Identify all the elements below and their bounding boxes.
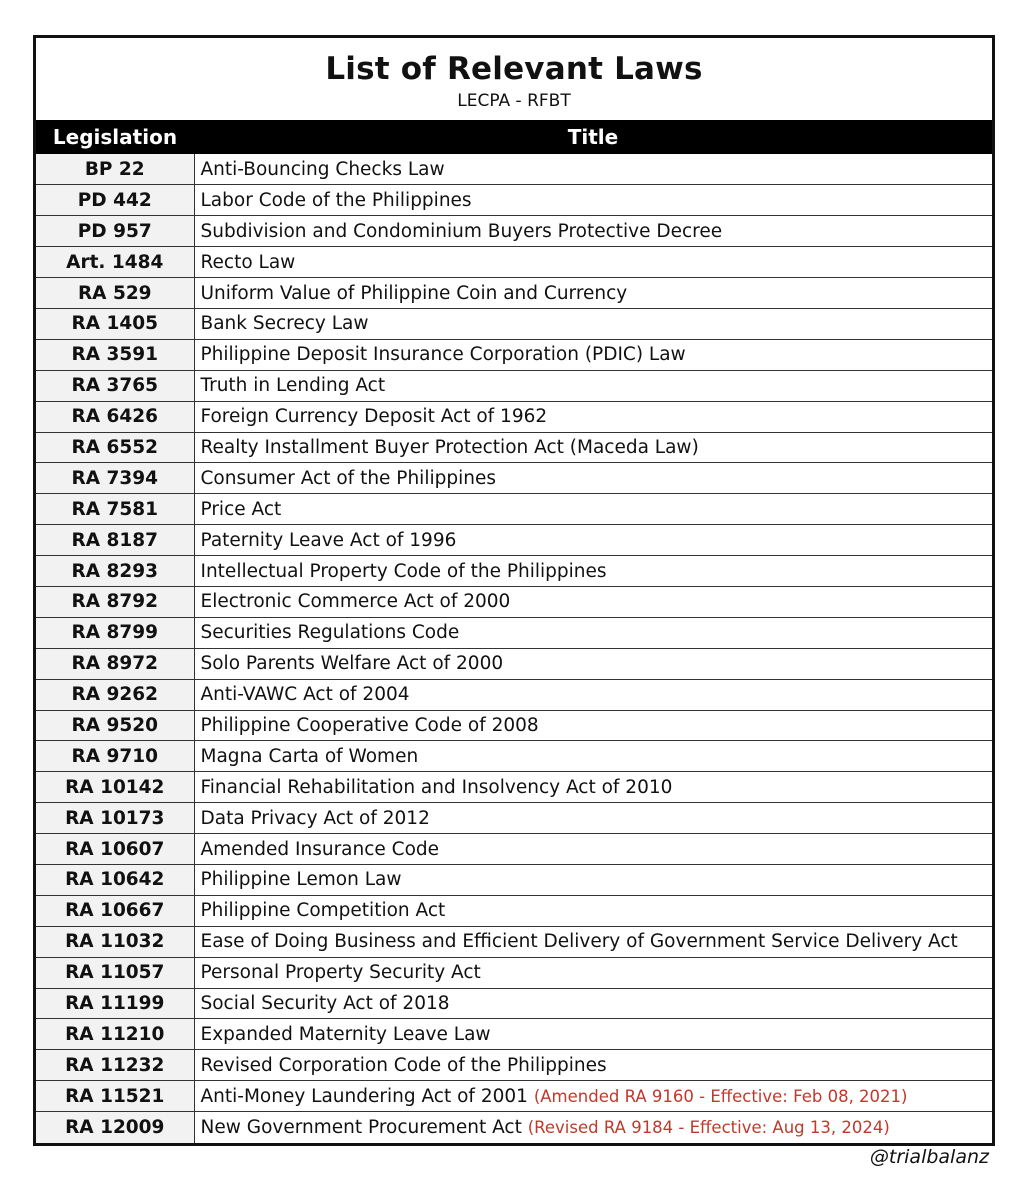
legislation-cell: RA 8187 xyxy=(36,525,194,556)
law-title: Philippine Deposit Insurance Corporation (PDIC) Law xyxy=(200,344,686,366)
law-title: Anti-Bouncing Checks Law xyxy=(200,158,445,180)
legislation-cell: RA 6552 xyxy=(36,432,194,463)
sheet-header xyxy=(36,38,992,120)
law-title: Intellectual Property Code of the Philippines xyxy=(200,560,607,582)
title-cell xyxy=(194,494,992,525)
legislation-cell: RA 9520 xyxy=(36,710,194,741)
legislation-cell: RA 10667 xyxy=(36,895,194,926)
law-title: Subdivision and Condominium Buyers Protective Decree xyxy=(200,220,723,242)
title-cell xyxy=(194,463,992,494)
table-row xyxy=(36,463,992,494)
legislation-cell: RA 10607 xyxy=(36,834,194,865)
title-cell xyxy=(194,648,992,679)
table-body xyxy=(36,154,992,1143)
law-title: Foreign Currency Deposit Act of 1962 xyxy=(200,406,548,428)
table-row xyxy=(36,1112,992,1143)
table-row xyxy=(36,586,992,617)
law-title: Ease of Doing Business and Efficient Delivery of Government Service Delivery Act xyxy=(200,931,958,953)
table-row xyxy=(36,895,992,926)
table-row xyxy=(36,679,992,710)
law-title: Labor Code of the Philippines xyxy=(200,189,472,211)
table-row xyxy=(36,988,992,1019)
table-row xyxy=(36,648,992,679)
laws-sheet xyxy=(33,35,995,1146)
title-cell xyxy=(194,803,992,834)
legislation-cell: RA 6426 xyxy=(36,401,194,432)
page-title: List of Relevant Laws xyxy=(325,51,703,87)
legislation-cell: RA 3765 xyxy=(36,370,194,401)
legislation-cell: RA 11232 xyxy=(36,1050,194,1081)
title-cell xyxy=(194,617,992,648)
law-title: Bank Secrecy Law xyxy=(200,313,369,335)
legislation-cell: Art. 1484 xyxy=(36,247,194,278)
title-cell xyxy=(194,278,992,309)
law-title: Magna Carta of Women xyxy=(200,745,419,767)
law-title: Solo Parents Welfare Act of 2000 xyxy=(200,653,504,675)
law-title: Realty Installment Buyer Protection Act (Maceda Law) xyxy=(200,436,699,458)
law-title: Social Security Act of 2018 xyxy=(200,992,450,1014)
legislation-cell: RA 3591 xyxy=(36,339,194,370)
legislation-cell: RA 10142 xyxy=(36,772,194,803)
legislation-cell: RA 7394 xyxy=(36,463,194,494)
amendment-note: (Amended RA 9160 - Effective: Feb 08, 2021) xyxy=(533,1086,908,1106)
title-cell xyxy=(194,556,992,587)
title-cell xyxy=(194,401,992,432)
amendment-note: (Revised RA 9184 - Effective: Aug 13, 2024) xyxy=(527,1117,890,1137)
title-cell xyxy=(194,1050,992,1081)
table-row xyxy=(36,741,992,772)
title-cell xyxy=(194,926,992,957)
legislation-cell: RA 9710 xyxy=(36,741,194,772)
title-cell xyxy=(194,957,992,988)
legislation-cell: BP 22 xyxy=(36,154,194,185)
law-title: Financial Rehabilitation and Insolvency Act of 2010 xyxy=(200,776,673,798)
law-title: Personal Property Security Act xyxy=(200,962,481,984)
table-row xyxy=(36,957,992,988)
legislation-cell: RA 11521 xyxy=(36,1081,194,1112)
legislation-cell: PD 957 xyxy=(36,216,194,247)
title-cell xyxy=(194,988,992,1019)
title-cell xyxy=(194,864,992,895)
law-title: Philippine Competition Act xyxy=(200,900,446,922)
laws-table xyxy=(36,120,992,1143)
table-row xyxy=(36,617,992,648)
title-cell xyxy=(194,247,992,278)
page-subtitle: LECPA - RFBT xyxy=(457,91,571,111)
law-title: Expanded Maternity Leave Law xyxy=(200,1023,491,1045)
law-title: Uniform Value of Philippine Coin and Currency xyxy=(200,282,628,304)
title-cell xyxy=(194,308,992,339)
table-row xyxy=(36,834,992,865)
title-cell xyxy=(194,216,992,247)
title-cell xyxy=(194,1019,992,1050)
table-row xyxy=(36,1050,992,1081)
title-cell xyxy=(194,185,992,216)
table-row xyxy=(36,247,992,278)
legislation-cell: RA 8972 xyxy=(36,648,194,679)
legislation-cell: RA 11210 xyxy=(36,1019,194,1050)
legislation-cell: RA 8799 xyxy=(36,617,194,648)
table-row xyxy=(36,339,992,370)
table-row xyxy=(36,370,992,401)
legislation-cell: RA 12009 xyxy=(36,1112,194,1143)
legislation-cell: RA 529 xyxy=(36,278,194,309)
law-title: Electronic Commerce Act of 2000 xyxy=(200,591,511,613)
title-cell xyxy=(194,772,992,803)
legislation-cell: RA 11032 xyxy=(36,926,194,957)
title-cell xyxy=(194,1081,992,1112)
title-cell xyxy=(194,525,992,556)
table-row xyxy=(36,710,992,741)
table-header-row xyxy=(36,120,992,154)
title-cell xyxy=(194,679,992,710)
table-row xyxy=(36,216,992,247)
table-row xyxy=(36,772,992,803)
legislation-cell: RA 10173 xyxy=(36,803,194,834)
title-cell xyxy=(194,895,992,926)
column-header-title: Title xyxy=(567,125,619,149)
legislation-cell: RA 10642 xyxy=(36,864,194,895)
legislation-cell: RA 1405 xyxy=(36,308,194,339)
column-header-legislation: Legislation xyxy=(52,125,178,149)
title-cell xyxy=(194,710,992,741)
table-row xyxy=(36,556,992,587)
legislation-cell: RA 7581 xyxy=(36,494,194,525)
law-title: Revised Corporation Code of the Philippines xyxy=(200,1054,607,1076)
law-title: Securities Regulations Code xyxy=(200,622,460,644)
table-row xyxy=(36,864,992,895)
law-title: Anti-VAWC Act of 2004 xyxy=(200,684,410,706)
law-title: New Government Procurement Act xyxy=(200,1116,522,1138)
title-cell xyxy=(194,1112,992,1143)
title-cell xyxy=(194,432,992,463)
table-row xyxy=(36,432,992,463)
table-row xyxy=(36,185,992,216)
author-handle: @trialbalanz xyxy=(869,1146,989,1168)
law-title: Anti-Money Laundering Act of 2001 xyxy=(200,1085,528,1107)
title-cell xyxy=(194,370,992,401)
law-title: Philippine Lemon Law xyxy=(200,869,402,891)
legislation-cell: RA 11057 xyxy=(36,957,194,988)
table-row xyxy=(36,525,992,556)
law-title: Price Act xyxy=(200,498,282,520)
table-row xyxy=(36,1081,992,1112)
title-cell xyxy=(194,586,992,617)
legislation-cell: RA 8293 xyxy=(36,556,194,587)
legislation-cell: RA 11199 xyxy=(36,988,194,1019)
legislation-cell: RA 9262 xyxy=(36,679,194,710)
law-title: Data Privacy Act of 2012 xyxy=(200,807,430,829)
law-title: Recto Law xyxy=(200,251,296,273)
law-title: Philippine Cooperative Code of 2008 xyxy=(200,714,539,736)
legislation-cell: PD 442 xyxy=(36,185,194,216)
table-row xyxy=(36,926,992,957)
law-title: Consumer Act of the Philippines xyxy=(200,467,496,489)
title-cell xyxy=(194,834,992,865)
table-row xyxy=(36,401,992,432)
law-title: Truth in Lending Act xyxy=(200,375,386,397)
title-cell xyxy=(194,154,992,185)
law-title: Paternity Leave Act of 1996 xyxy=(200,529,457,551)
table-row xyxy=(36,1019,992,1050)
law-title: Amended Insurance Code xyxy=(200,838,440,860)
table-row xyxy=(36,308,992,339)
table-row xyxy=(36,278,992,309)
title-cell xyxy=(194,339,992,370)
table-row xyxy=(36,154,992,185)
table-row xyxy=(36,494,992,525)
title-cell xyxy=(194,741,992,772)
table-row xyxy=(36,803,992,834)
legislation-cell: RA 8792 xyxy=(36,586,194,617)
